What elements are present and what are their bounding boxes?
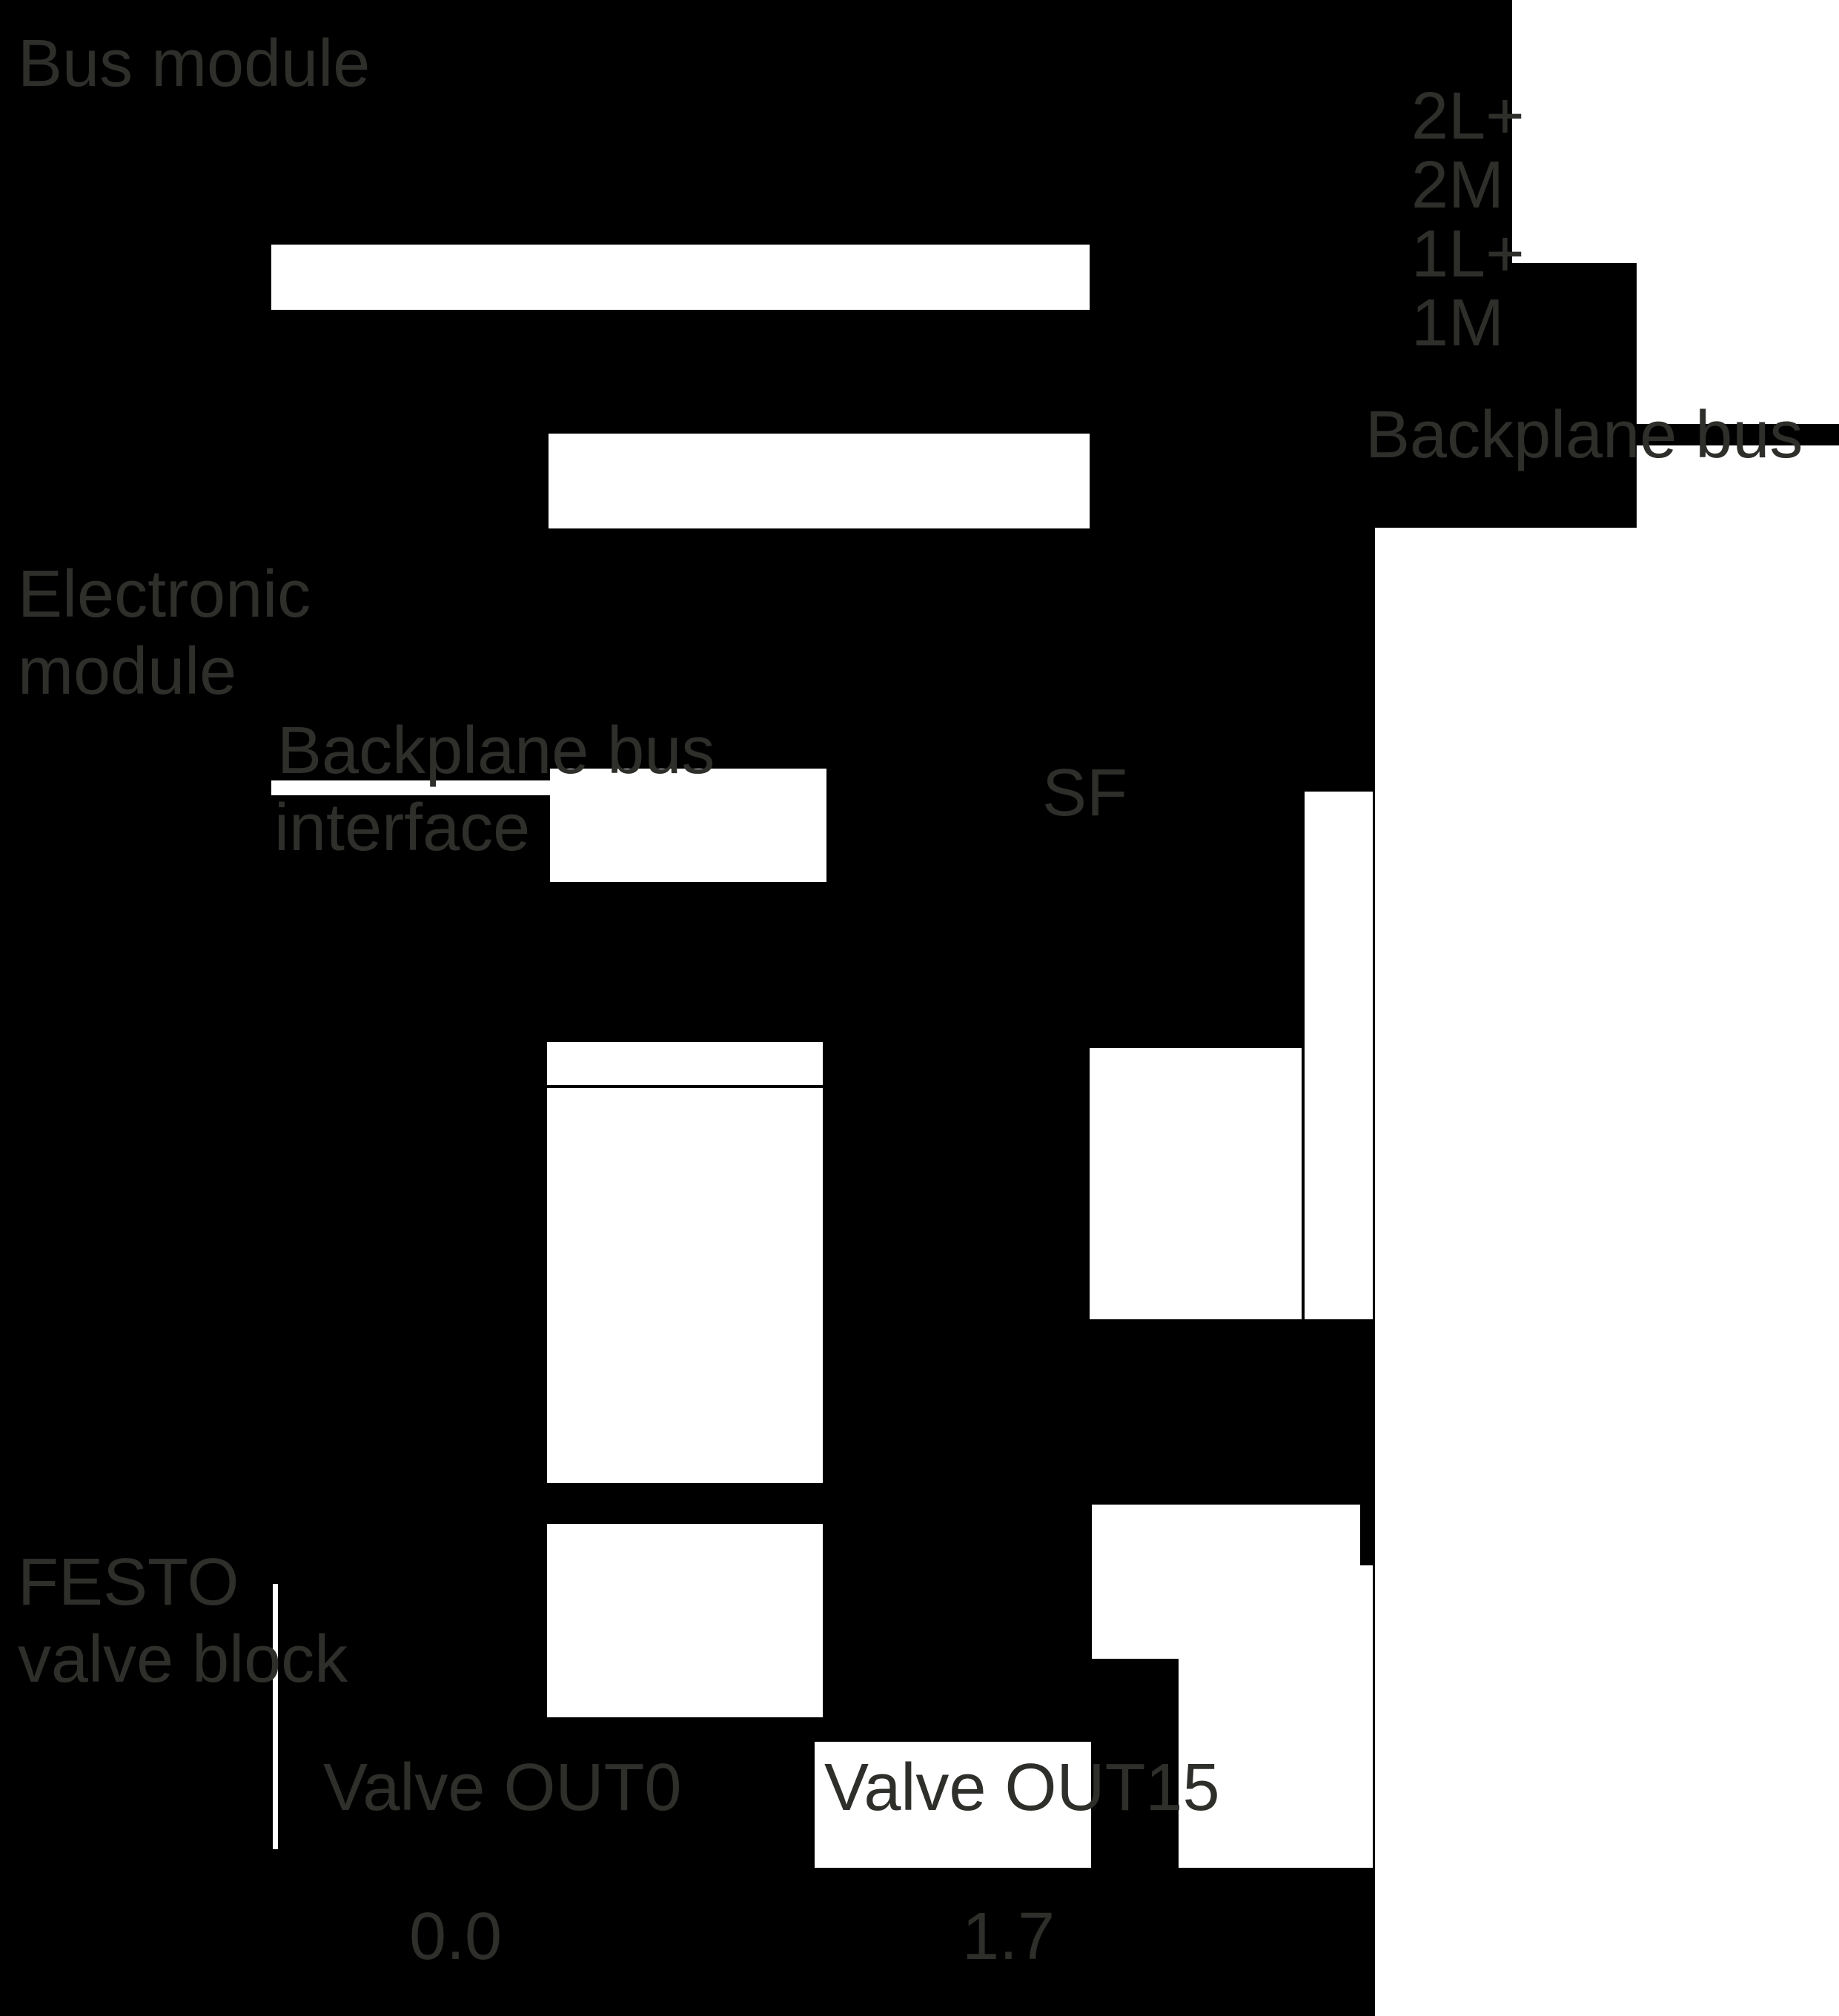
backplane-bus-label: Backplane bus: [1365, 398, 1803, 472]
address-out0-label: 0.0: [409, 1900, 503, 1974]
address-out15-label: 1.7: [962, 1900, 1056, 1974]
supply-2m-label: 2M: [1411, 148, 1505, 222]
supply-2lplus-label: 2L+: [1411, 79, 1525, 153]
bus-module-bar: [271, 245, 1090, 310]
supply-1m-label: 1M: [1411, 286, 1505, 360]
festo-valve-block-label-line1: FESTO: [18, 1545, 239, 1619]
status-block: [1090, 1048, 1302, 1319]
electronic-module-body-block: [547, 1042, 823, 1483]
right-module-panel-main: [1375, 528, 1839, 2016]
valve-out15-label: Valve OUT15: [824, 1751, 1220, 1825]
narrow-module-column: [1305, 792, 1373, 1319]
supply-1lplus-label: 1L+: [1411, 217, 1525, 291]
electronic-module-label-line2: module: [18, 634, 237, 709]
backplane-bus-interface-label-line2: interface: [274, 791, 531, 865]
festo-valve-block-label-line2: valve block: [18, 1622, 348, 1697]
bus-module-label: Bus module: [18, 27, 371, 101]
electronic-module-bar: [549, 434, 1090, 528]
backplane-bus-interface-label-line1: Backplane bus: [277, 714, 715, 788]
sf-label: SF: [1042, 756, 1128, 830]
valve-out0-block: [547, 1524, 823, 1717]
right-module-panel-top: [1512, 0, 1839, 263]
electronic-module-label-line1: Electronic: [18, 557, 311, 631]
module-divider-line: [547, 1085, 823, 1088]
valve-out0-label: Valve OUT0: [323, 1751, 682, 1825]
